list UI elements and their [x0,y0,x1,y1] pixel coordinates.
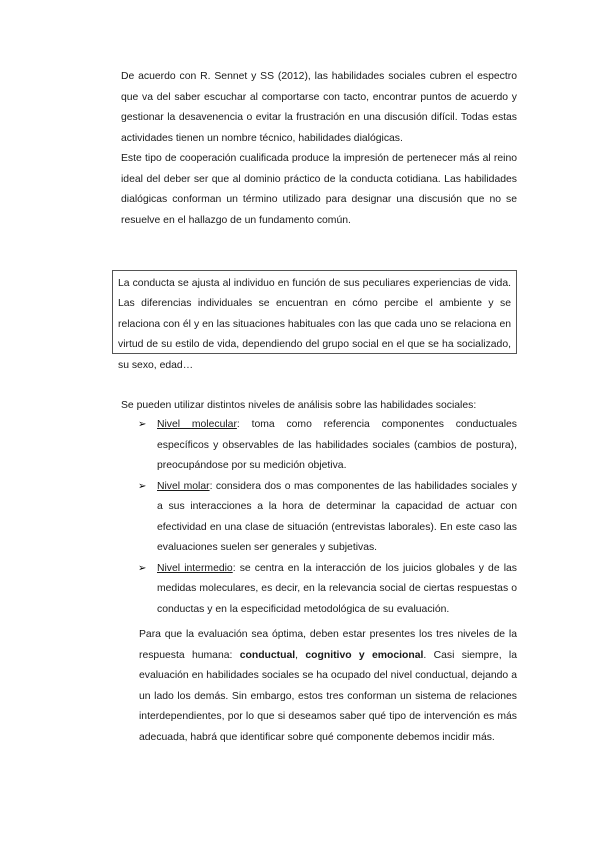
boxed-note [112,270,517,371]
levels-intro: Se pueden utilizar distintos niveles de análisis sobre las habilidades sociales: [121,400,477,411]
list-item [138,477,517,559]
bold-cognitivo-emocional: cognitivo y emocional [305,649,424,661]
separator: , [295,649,306,661]
level-description: : se centra en la interacción de los juicios globales y de las medidas moleculares, es decir, en la relevancia social de ciertas respuestas o conductas y en la especificidad metodológica de su evaluación. [157,562,518,615]
level-term: Nivel intermedio [157,562,233,574]
boxed-note-text: La conducta se ajusta al individuo en función de sus peculiares experiencias de vida. Las diferencias individuales se encuentran en cómo percibe el ambiente y se relaciona con él y en las situaciones habituales con las que cada uno se relaciona en virtud de su estilo de vida, dependiendo del grupo social en el que se ha socializado, su sexo, edad… [118,278,511,371]
paragraph-evaluacion-start: Para que la evaluación sea óptima, deben estar presentes los tres niveles de la respuesta humana: [139,629,517,661]
list-item [138,559,517,621]
paragraph-sennet: De acuerdo con R. Sennet y SS (2012), las habilidades sociales cubren el espectro que va del saber escuchar al comportarse con tacto, encontrar puntos de acuerdo y gestionar la desavenencia o evitar la frustración en una discusión difícil. Todas estas actividades tienen un nombre técnico, habilidades dialógicas. [121,71,517,144]
list-item [138,415,517,477]
paragraph-cooperacion: Este tipo de cooperación cualificada produce la impresión de pertenecer más al reino ideal del deber ser que al dominio práctico de la conducta cotidiana. Las habilidades dialógicas conforman un término utilizado para designar una discusión que no se resuelve en el hallazgo de un fundamento común. [121,153,517,226]
paragraph-evaluacion-end: . Casi siempre, la evaluación en habilidades sociales se ha ocupado del nivel conductual, dejando a un lado los demás. Sin embargo, estos tres conforman un sistema de relaciones interdependientes, por lo que si deseamos saber qué tipo de intervención es más adecuada, habrá que identificar sobre qué componente debemos incidir más. [139,649,518,743]
bold-conductual: conductual [239,649,296,661]
paragraph-evaluacion [139,625,517,749]
levels-list [138,415,517,620]
level-term: Nivel molecular [157,419,237,430]
arrow-right-icon: ➢ [138,562,147,574]
level-description: : toma como referencia componentes conductuales específicos y observables de las habilidades sociales (cambios de postura), preocupándose por su medición objetiva. [157,419,518,471]
arrow-right-icon: ➢ [138,480,147,492]
level-term: Nivel molar [157,480,210,492]
arrow-right-icon: ➢ [138,419,147,430]
level-description: : considera dos o mas componentes de las habilidades sociales y a sus interacciones a la hora de determinar la capacidad de actuar con efectividad en una clase de situación (entrevistas laborales). En este caso las evaluaciones suelen ser generales y subjetivas. [157,480,517,553]
